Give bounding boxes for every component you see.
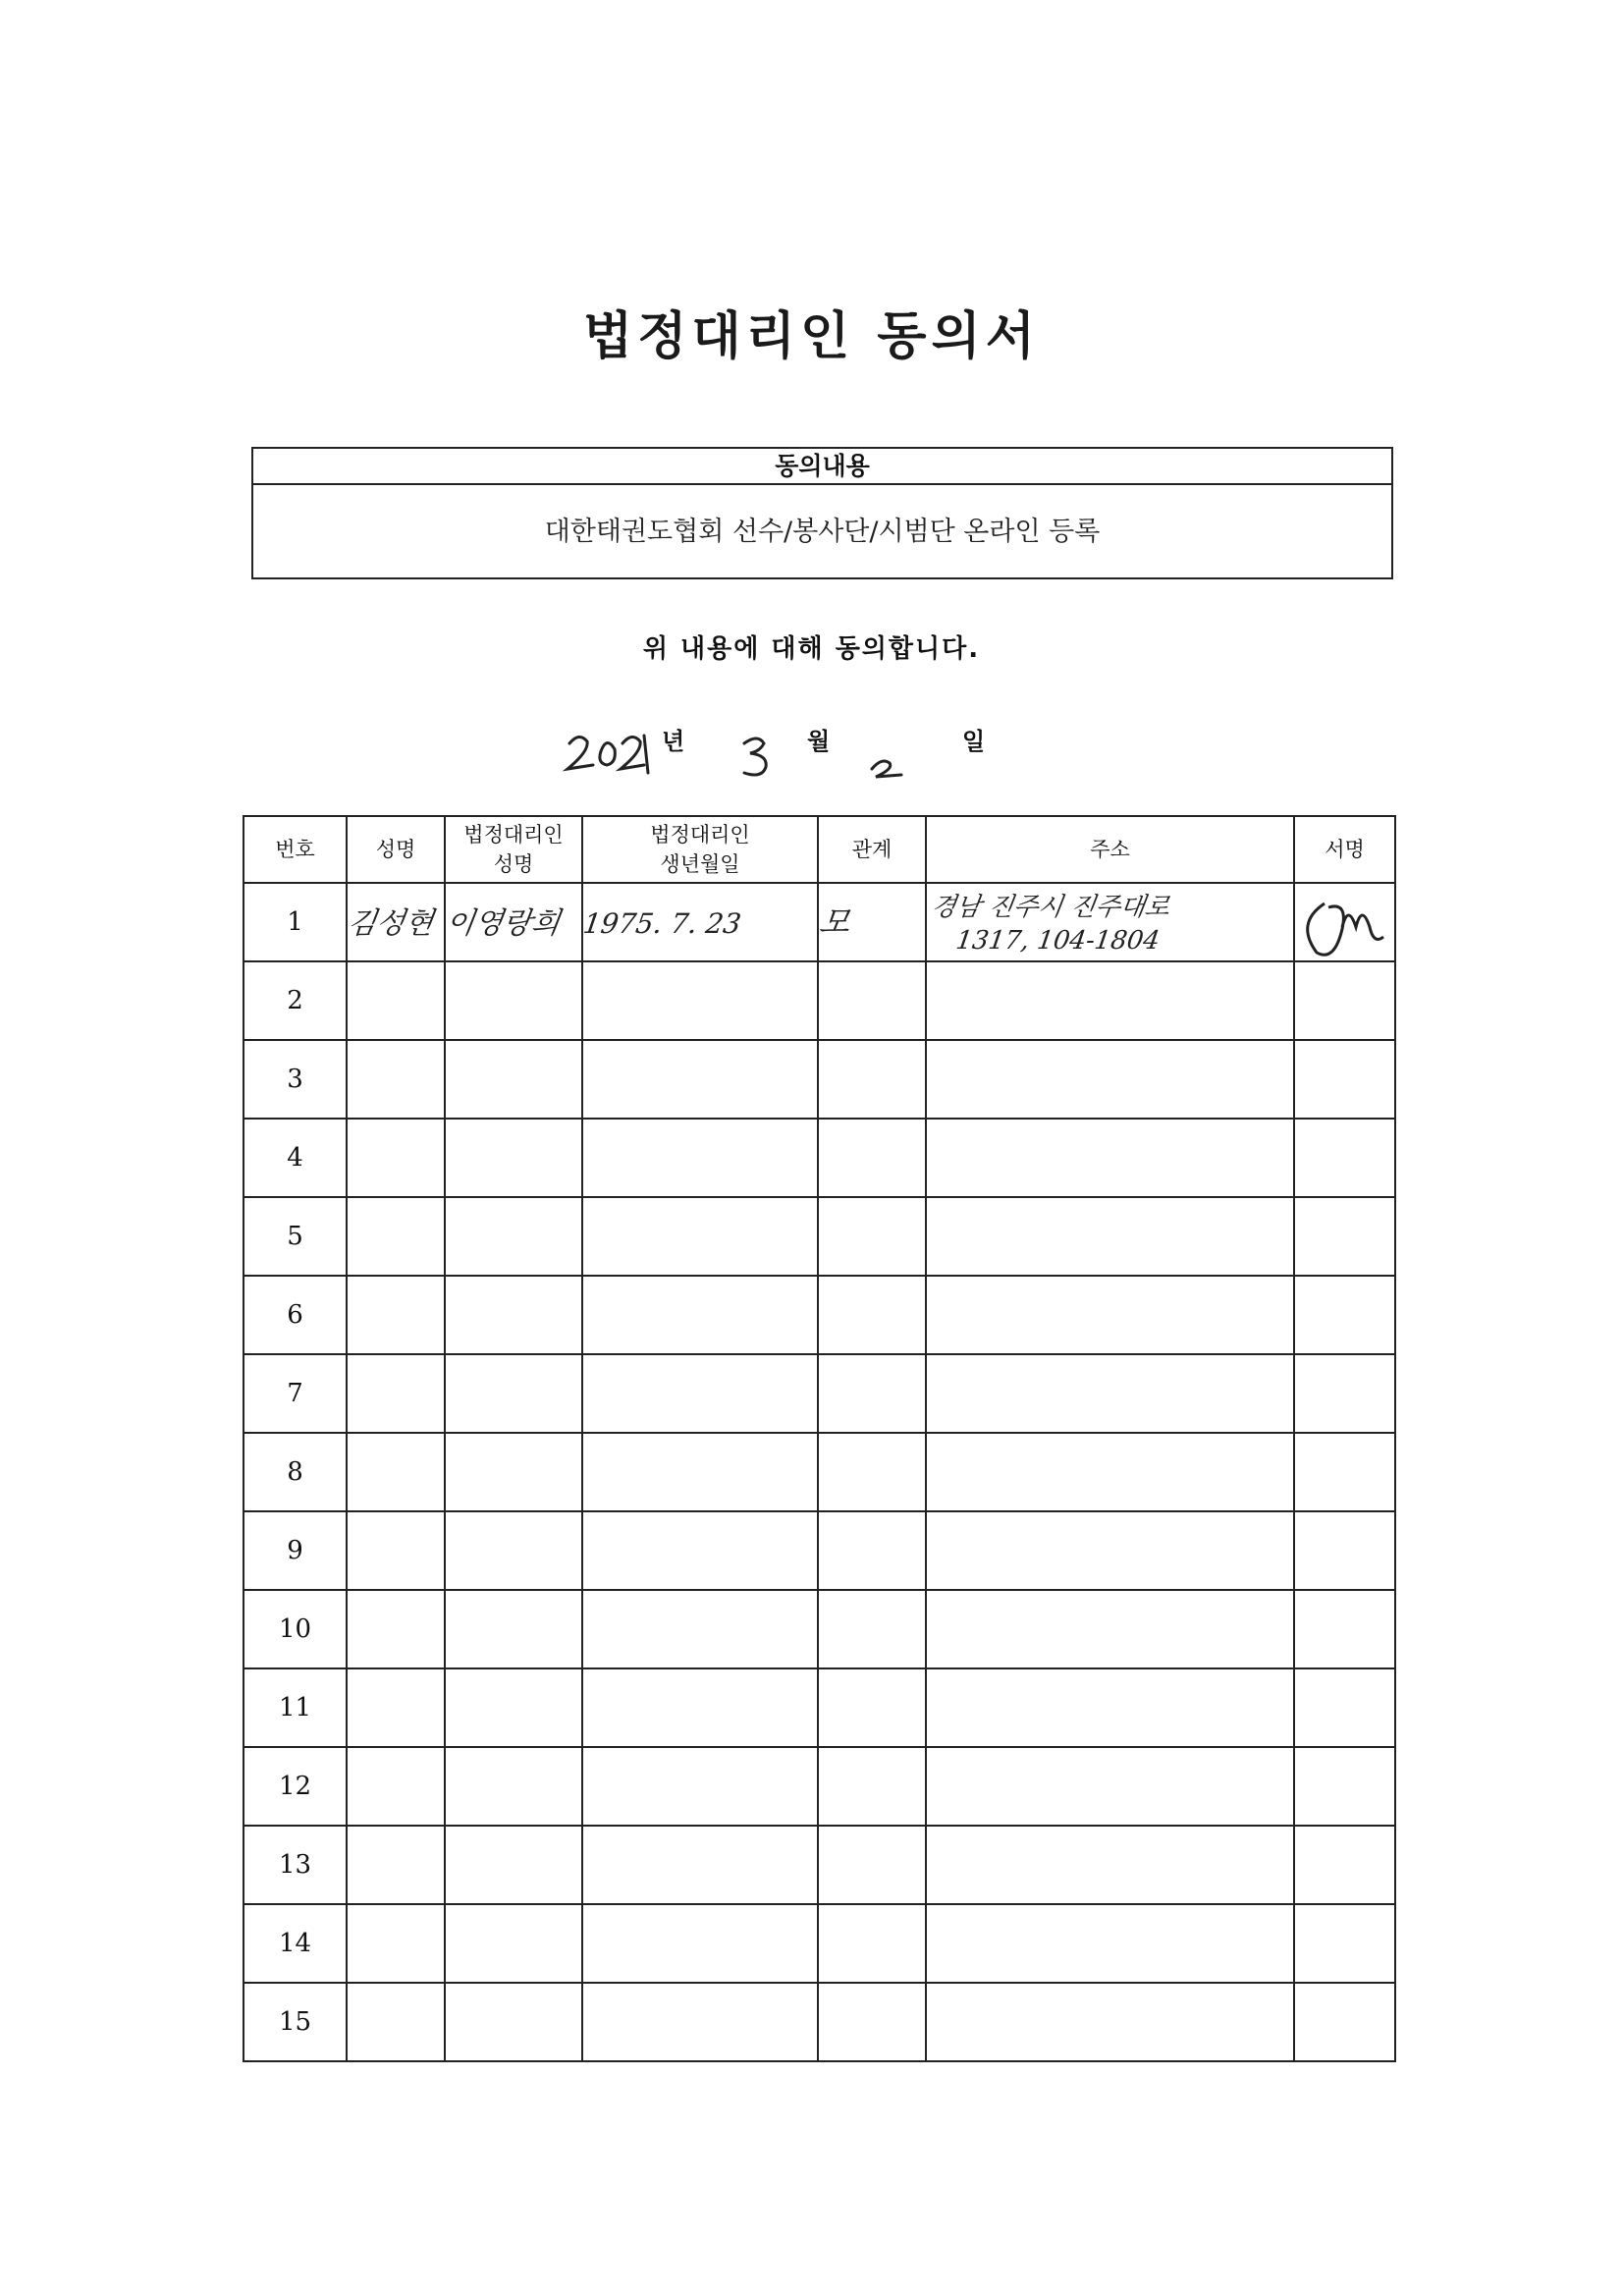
handwriting-mark xyxy=(443,884,583,960)
cell-relation xyxy=(818,1590,926,1668)
cell-address xyxy=(926,1276,1294,1354)
cell-guardian-name xyxy=(445,1983,582,2061)
cell-guardian-name xyxy=(445,1904,582,1983)
cell-signature xyxy=(1294,1747,1395,1826)
table-row xyxy=(243,961,1395,1040)
cell-relation xyxy=(818,1904,926,1983)
table-row xyxy=(243,883,1395,961)
cell-signature xyxy=(1294,1276,1395,1354)
cell-signature xyxy=(1294,1119,1395,1197)
cell-address xyxy=(926,1590,1294,1668)
cell-address xyxy=(926,1511,1294,1590)
cell-signature xyxy=(1294,1511,1395,1590)
cell-address xyxy=(926,883,1294,961)
row-number: 8 xyxy=(243,1433,347,1511)
svg-text:모: 모 xyxy=(816,903,853,941)
table-row xyxy=(243,1511,1395,1590)
row-number: 3 xyxy=(243,1040,347,1119)
cell-name xyxy=(347,1904,445,1983)
svg-text:경남 진주시 진주대로: 경남 진주시 진주대로 xyxy=(929,893,1172,922)
cell-name xyxy=(347,1668,445,1747)
cell-guardian-birth xyxy=(582,1197,818,1276)
document-title: 법정대리인 동의서 xyxy=(583,307,1040,366)
col-header-number: 번호 xyxy=(243,816,347,883)
cell-relation xyxy=(818,1119,926,1197)
cell-guardian-name xyxy=(445,1119,582,1197)
cell-guardian-birth xyxy=(582,961,818,1040)
cell-guardian-name xyxy=(445,1276,582,1354)
agreement-text: 위 내용에 대해 동의합니다. xyxy=(642,634,981,664)
cell-signature xyxy=(1294,1826,1395,1904)
col-header-relation: 관계 xyxy=(818,816,926,883)
cell-guardian-name xyxy=(445,883,582,961)
consent-box-header: 동의내용 xyxy=(253,449,1391,485)
svg-text:1975. 7. 23: 1975. 7. 23 xyxy=(580,907,743,940)
table-row xyxy=(243,1433,1395,1511)
cell-signature xyxy=(1294,1904,1395,1983)
cell-signature xyxy=(1294,1040,1395,1119)
cell-name xyxy=(347,1826,445,1904)
cell-relation xyxy=(818,1668,926,1747)
handwriting-mark xyxy=(580,884,819,960)
cell-name xyxy=(347,1511,445,1590)
table-row xyxy=(243,1197,1395,1276)
cell-guardian-birth xyxy=(582,1433,818,1511)
cell-guardian-birth xyxy=(582,1826,818,1904)
cell-signature xyxy=(1294,1983,1395,2061)
col-header-name: 성명 xyxy=(347,816,445,883)
table-row xyxy=(243,1668,1395,1747)
cell-signature xyxy=(1294,1354,1395,1433)
cell-guardian-birth xyxy=(582,1983,818,2061)
cell-name xyxy=(347,1197,445,1276)
table-row xyxy=(243,1119,1395,1197)
cell-guardian-birth xyxy=(582,1904,818,1983)
cell-address xyxy=(926,1119,1294,1197)
cell-signature xyxy=(1294,1433,1395,1511)
row-number: 7 xyxy=(243,1354,347,1433)
cell-guardian-name xyxy=(445,1668,582,1747)
cell-guardian-name xyxy=(445,1197,582,1276)
cell-signature xyxy=(1294,1590,1395,1668)
cell-guardian-name xyxy=(445,1747,582,1826)
svg-text:이영랑희: 이영랑희 xyxy=(443,906,563,941)
col-header-guardian-birth: 법정대리인 생년월일 xyxy=(582,816,818,883)
table-row xyxy=(243,1590,1395,1668)
table-row xyxy=(243,1040,1395,1119)
cell-guardian-birth xyxy=(582,1590,818,1668)
cell-guardian-birth xyxy=(582,883,818,961)
consent-box xyxy=(251,447,1393,579)
table-row xyxy=(243,1276,1395,1354)
row-number: 1 xyxy=(243,883,347,961)
col-header-address: 주소 xyxy=(926,816,1294,883)
cell-guardian-birth xyxy=(582,1040,818,1119)
cell-address xyxy=(926,961,1294,1040)
cell-relation xyxy=(818,1197,926,1276)
handwriting-mark xyxy=(816,884,927,960)
svg-text:1317, 104-1804: 1317, 104-1804 xyxy=(953,926,1163,956)
cell-guardian-birth xyxy=(582,1511,818,1590)
cell-address xyxy=(926,1983,1294,2061)
row-number: 14 xyxy=(243,1904,347,1983)
cell-relation xyxy=(818,1983,926,2061)
cell-signature xyxy=(1294,1668,1395,1747)
table-header-row xyxy=(243,816,1395,883)
cell-address xyxy=(926,1747,1294,1826)
cell-name xyxy=(347,1040,445,1119)
table-row xyxy=(243,1983,1395,2061)
cell-signature xyxy=(1294,883,1395,961)
handwriting-mark xyxy=(927,884,1295,960)
row-number: 15 xyxy=(243,1983,347,2061)
day-label: 일 xyxy=(962,728,986,755)
row-number: 12 xyxy=(243,1747,347,1826)
cell-relation xyxy=(818,1826,926,1904)
cell-guardian-birth xyxy=(582,1354,818,1433)
cell-address xyxy=(926,1668,1294,1747)
cell-name xyxy=(347,1276,445,1354)
cell-name xyxy=(347,1747,445,1826)
row-number: 6 xyxy=(243,1276,347,1354)
cell-name xyxy=(347,883,445,961)
cell-guardian-name xyxy=(445,1040,582,1119)
svg-text:김성현: 김성현 xyxy=(345,906,436,941)
row-number: 4 xyxy=(243,1119,347,1197)
cell-address xyxy=(926,1433,1294,1511)
cell-address xyxy=(926,1040,1294,1119)
cell-relation xyxy=(818,1354,926,1433)
cell-address xyxy=(926,1826,1294,1904)
cell-guardian-name xyxy=(445,1354,582,1433)
cell-relation xyxy=(818,1276,926,1354)
cell-name xyxy=(347,1354,445,1433)
cell-relation xyxy=(818,1511,926,1590)
cell-guardian-birth xyxy=(582,1668,818,1747)
cell-relation xyxy=(818,961,926,1040)
row-number: 5 xyxy=(243,1197,347,1276)
row-number: 9 xyxy=(243,1511,347,1590)
month-label: 월 xyxy=(807,728,831,755)
cell-guardian-name xyxy=(445,1590,582,1668)
cell-guardian-birth xyxy=(582,1747,818,1826)
cell-address xyxy=(926,1197,1294,1276)
year-label: 년 xyxy=(662,728,685,755)
date-line xyxy=(0,692,1623,800)
cell-guardian-name xyxy=(445,961,582,1040)
guardian-table xyxy=(243,815,1396,2062)
cell-relation xyxy=(818,883,926,961)
cell-relation xyxy=(818,1433,926,1511)
cell-address xyxy=(926,1904,1294,1983)
table-row xyxy=(243,1747,1395,1826)
cell-signature xyxy=(1294,961,1395,1040)
row-number: 2 xyxy=(243,961,347,1040)
row-number: 13 xyxy=(243,1826,347,1904)
consent-box-content: 대한태권도협회 선수/봉사단/시범단 온라인 등록 xyxy=(544,517,1101,547)
row-number: 10 xyxy=(243,1590,347,1668)
table-row xyxy=(243,1826,1395,1904)
handwriting-mark xyxy=(345,884,446,960)
cell-name xyxy=(347,1983,445,2061)
cell-guardian-birth xyxy=(582,1276,818,1354)
cell-relation xyxy=(818,1747,926,1826)
col-header-guardian-name: 법정대리인 성명 xyxy=(445,816,582,883)
table-row xyxy=(243,1904,1395,1983)
cell-name xyxy=(347,961,445,1040)
cell-guardian-birth xyxy=(582,1119,818,1197)
cell-guardian-name xyxy=(445,1826,582,1904)
row-number: 11 xyxy=(243,1668,347,1747)
cell-name xyxy=(347,1433,445,1511)
cell-guardian-name xyxy=(445,1511,582,1590)
cell-relation xyxy=(818,1040,926,1119)
cell-name xyxy=(347,1590,445,1668)
cell-address xyxy=(926,1354,1294,1433)
cell-signature xyxy=(1294,1197,1395,1276)
cell-name xyxy=(347,1119,445,1197)
signature-mark xyxy=(1295,884,1396,960)
cell-guardian-name xyxy=(445,1433,582,1511)
table-row xyxy=(243,1354,1395,1433)
col-header-signature: 서명 xyxy=(1294,816,1395,883)
